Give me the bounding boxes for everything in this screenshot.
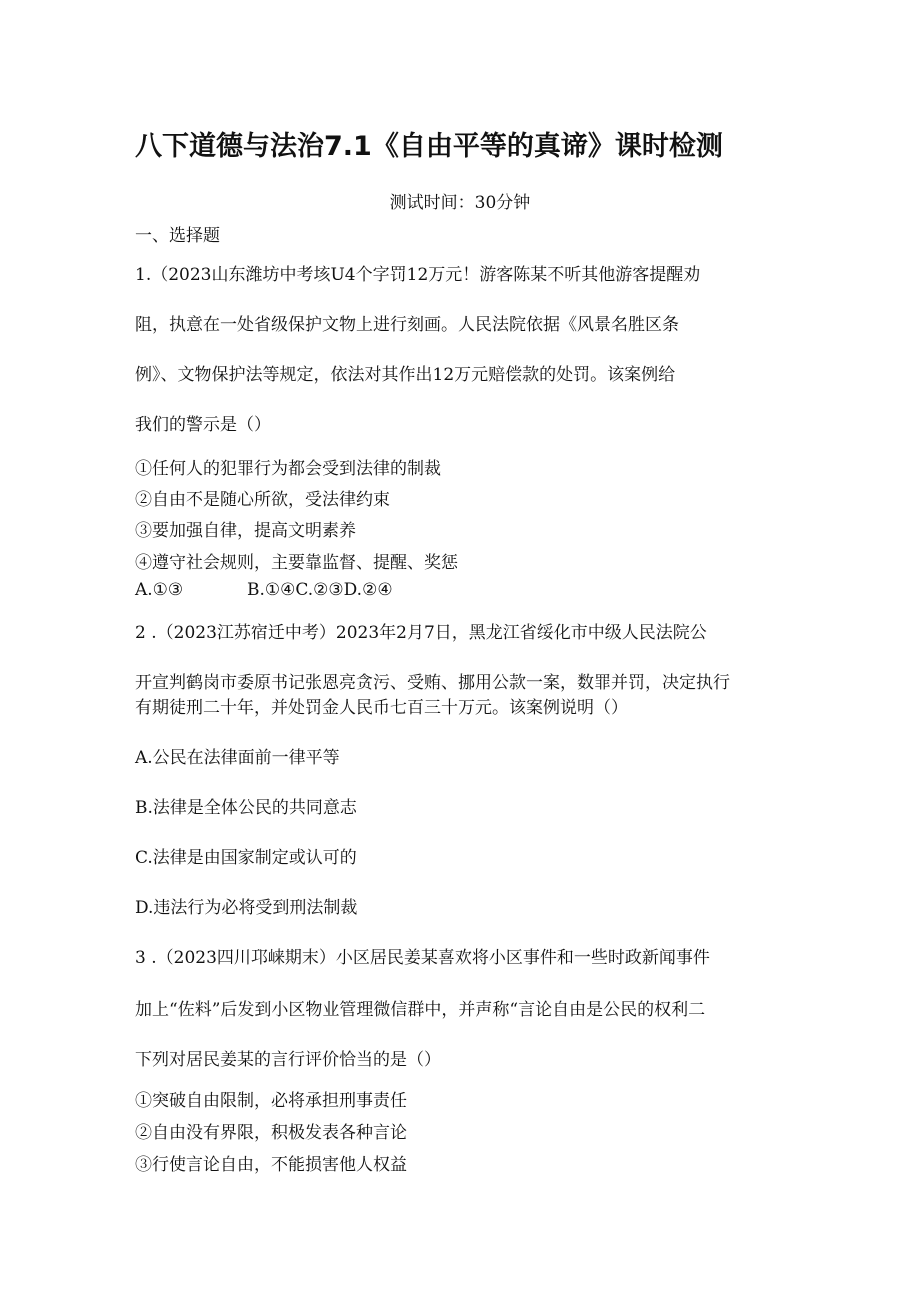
- section-heading: 一、选择题: [135, 226, 220, 246]
- q2-line-1: 2 .（2023江苏宿迁中考）2023年2月7日，黑龙江省绥化市中级人民法院公: [135, 623, 707, 643]
- document-title: 八下道德与法治7.1《自由平等的真谛》课时检测: [135, 131, 723, 162]
- q1-statement-2: ②自由不是随心所欲，受法律约束: [135, 490, 390, 510]
- q1-line-2: 阻，执意在一处省级保护文物上进行刻画。人民法院依据《风景名胜区条: [135, 315, 679, 335]
- q2-option-b: B.法律是全体公民的共同意志: [135, 798, 357, 818]
- q3-statement-1: ①突破自由限制，必将承担刑事责任: [135, 1091, 407, 1111]
- q1-statement-4: ④遵守社会规则，主要靠监督、提醒、奖惩: [135, 553, 458, 573]
- test-time: 测试时间：30分钟: [389, 193, 531, 213]
- q3-statement-2: ②自由没有界限，积极发表各种言论: [135, 1123, 407, 1143]
- q2-line-2: 开宣判鹤岗市委原书记张恩亮贪污、受贿、挪用公款一案，数罪并罚，决定执行: [135, 673, 730, 693]
- q1-line-4: 我们的警示是（）: [135, 415, 271, 435]
- q1-line-3: 例》、文物保护法等规定，依法对其作出12万元赔偿款的处罚。该案例给: [135, 365, 676, 385]
- q1-statement-3: ③要加强自律，提高文明素养: [135, 521, 356, 541]
- q1-option-a: A.①③: [135, 580, 184, 600]
- q2-option-a: A.公民在法律面前一律平等: [135, 748, 340, 768]
- q3-line-2: 加上“佐料”后发到小区物业管理微信群中，并声称“言论自由是公民的权利二: [135, 1000, 706, 1020]
- q1-statement-1: ①任何人的犯罪行为都会受到法律的制裁: [135, 459, 441, 479]
- q2-line-3: 有期徒刑二十年，并处罚金人民币七百三十万元。该案例说明（）: [135, 698, 628, 718]
- q1-options: [135, 580, 393, 600]
- q1-options-bcd: B.①④C.②③D.②④: [247, 580, 393, 600]
- q3-line-3: 下列对居民姜某的言行评价恰当的是（）: [135, 1050, 441, 1070]
- q3-line-1: 3 .（2023四川邛崃期末）小区居民姜某喜欢将小区事件和一些时政新闻事件: [135, 948, 710, 968]
- q3-statement-3: ③行使言论自由，不能损害他人权益: [135, 1155, 407, 1175]
- q1-line-1: 1.（2023山东潍坊中考垓U4个字罚12万元！游客陈某不听其他游客提醒劝: [135, 265, 701, 285]
- q2-option-d: D.违法行为必将受到刑法制裁: [135, 898, 358, 918]
- q2-option-c: C.法律是由国家制定或认可的: [135, 848, 357, 868]
